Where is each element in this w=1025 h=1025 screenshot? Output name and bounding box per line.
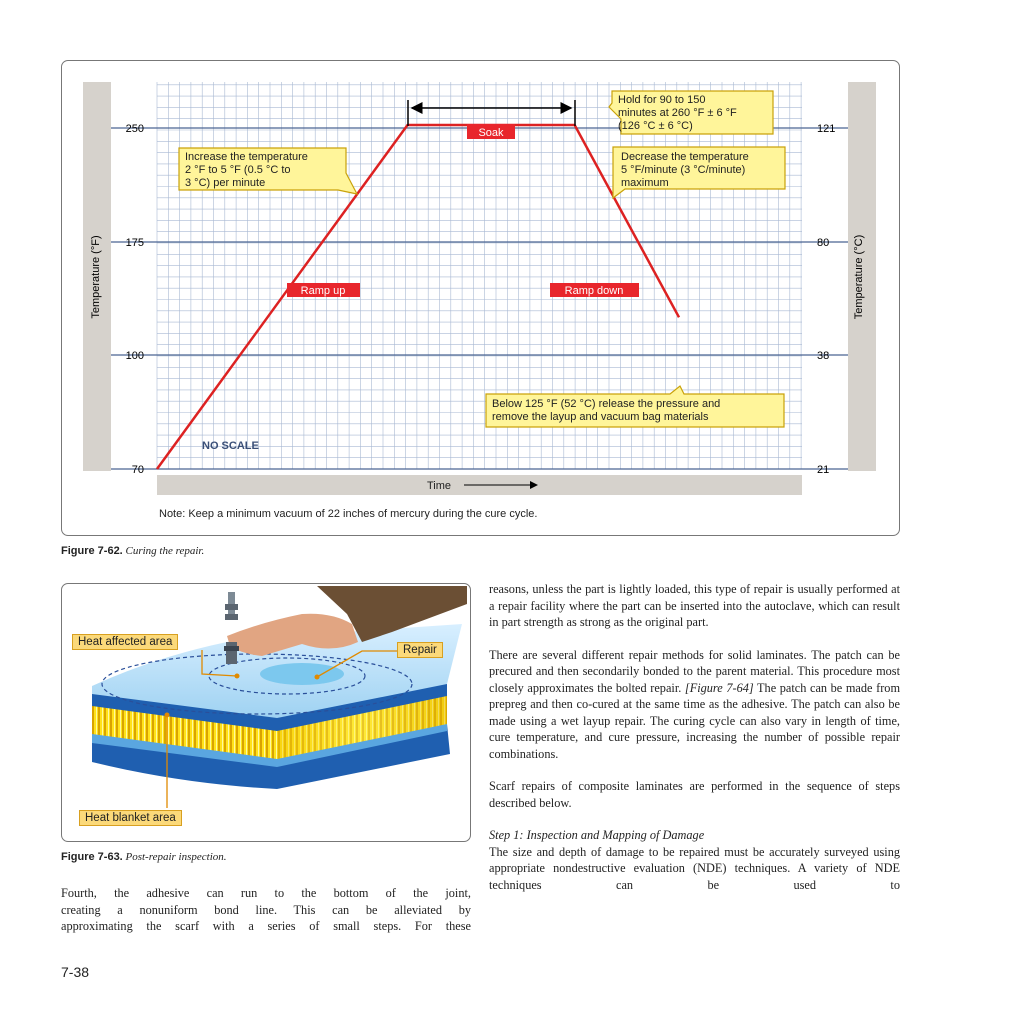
figure-7-62-caption-text: Curing the repair.: [125, 545, 205, 557]
right-column-text: [489, 581, 900, 909]
figure-7-62-caption-label: Figure 7-62.: [61, 545, 123, 557]
repair-patch: [260, 663, 344, 685]
hold-line-2: minutes at 260 °F ± 6 °F: [618, 107, 737, 119]
right-para-3: Scarf repairs of composite laminates are performed in the sequence of steps described below.: [489, 779, 900, 810]
left-axis-title: Temperature (°F): [90, 235, 102, 319]
hold-callout: [609, 91, 773, 134]
heat-affected-area-label: Heat affected area: [72, 634, 178, 650]
ramp-up-label: [287, 283, 360, 297]
y-tick-left: 250: [125, 123, 144, 135]
left-column-text: [61, 885, 471, 935]
post-repair-illustration: [62, 584, 471, 842]
svg-text:Soak: Soak: [478, 127, 504, 139]
figure-7-64-reference: [Figure 7-64]: [684, 680, 754, 695]
figure-7-63-caption-label: Figure 7-63.: [61, 851, 123, 863]
decrease-line-1: Decrease the temperature: [621, 151, 749, 163]
right-axis-title: Temperature (°C): [853, 234, 865, 320]
y-tick-right: 80: [817, 237, 830, 249]
left-para-line-1: Fourth, the adhesive can run to the bottom of the joint,: [61, 886, 471, 900]
y-tick-left: 70: [131, 464, 144, 476]
time-label: Time: [427, 480, 452, 492]
svg-text:Ramp down: Ramp down: [564, 285, 624, 297]
release-line-2: remove the layup and vacuum bag materials: [492, 411, 709, 423]
figure-7-62-caption: [61, 545, 204, 557]
svg-text:Below 125 °F (52 °C) release t: [492, 398, 723, 423]
decrease-line-2: 5 °F/minute (3 °C/minute): [621, 164, 746, 176]
no-scale-label: NO SCALE: [202, 440, 259, 452]
repair-label: Repair: [397, 642, 443, 658]
figure-7-62-panel: [61, 60, 900, 536]
release-callout: [486, 386, 784, 427]
vacuum-note: Note: Keep a minimum vacuum of 22 inches of mercury during the cure cycle.: [159, 508, 538, 520]
left-para-line-3: approximating the scarf with a series of small steps. For these: [61, 919, 471, 933]
y-tick-left: 100: [125, 350, 144, 362]
ramp-down-label: [550, 283, 639, 297]
y-tick-right: 21: [817, 464, 830, 476]
page-number: 7-38: [61, 964, 90, 980]
increase-callout: [179, 148, 357, 194]
svg-text:Ramp up: Ramp up: [300, 285, 346, 297]
release-line-1: Below 125 °F (52 °C) release the pressure and: [492, 398, 721, 410]
figure-7-63-panel: [61, 583, 471, 842]
decrease-line-3: maximum: [621, 177, 669, 189]
step-1-heading: Step 1: Inspection and Mapping of Damage: [489, 828, 705, 842]
decrease-callout: [613, 147, 785, 198]
y-tick-right: 121: [817, 123, 836, 135]
y-tick-right: 38: [817, 350, 830, 362]
hold-line-3: (126 °C ± 6 °C): [618, 120, 693, 132]
heat-blanket-area-label: Heat blanket area: [79, 810, 182, 826]
increase-line-1: Increase the temperature: [185, 151, 308, 163]
cure-cycle-chart: [62, 61, 901, 537]
soak-label: [467, 124, 515, 139]
figure-7-63-caption: [61, 851, 227, 863]
increase-line-2: 2 °F to 5 °F (0.5 °C to: [185, 164, 291, 176]
figure-7-63-caption-text: Post-repair inspection.: [125, 851, 227, 863]
right-para-2: There are several different repair methods for solid laminates. The patch can be precured and then secondarily bonded to the parent material. This procedure most closely approximates the bolted repair. [Figure 7-64] The patch can be made from prepreg and then co-cured at the same time as the adhesive. The patch can also be made using a wet layup repair. The curing cycle can also vary in length of time, cure temperature, and cure pressure, increasing the number of possible repair combinations.: [489, 647, 901, 761]
right-para-1: reasons, unless the part is lightly loaded, this type of repair is usually performed at a repair facility where the part can be inserted into the autoclave, which can result in part strength as strong as the original part.: [489, 582, 900, 629]
step-1-text: The size and depth of damage to be repaired must be accurately surveyed using appropriate nondestructive evaluation (NDE) techniques. A variety of NDE techniques can be used to: [489, 844, 900, 892]
hold-line-1: Hold for 90 to 150: [618, 94, 706, 106]
y-tick-left: 175: [125, 237, 144, 249]
left-para-line-2: creating a nonuniform bond line. This can be alleviated by: [61, 902, 471, 917]
increase-line-3: 3 °C) per minute: [185, 177, 266, 189]
